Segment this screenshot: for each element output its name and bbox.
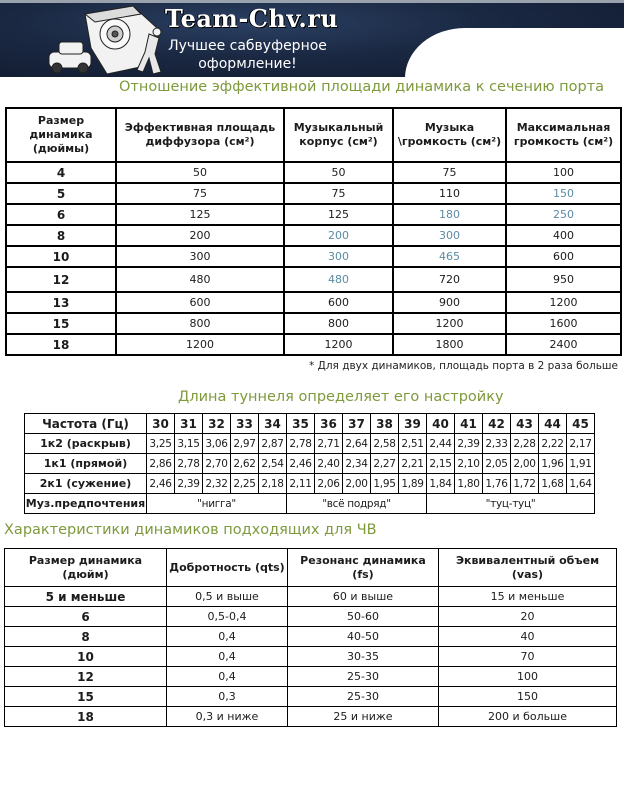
row-header-cell: 12: [5, 667, 167, 687]
table-cell: 2,11: [287, 474, 315, 494]
frequency-header: 30: [147, 414, 175, 434]
table-row: [5, 627, 617, 647]
table-cell: 2,22: [539, 434, 567, 454]
table-cell: 2,58: [371, 434, 399, 454]
table-cell: 40-50: [288, 627, 439, 647]
table-cell: 0,4: [167, 627, 288, 647]
tunnel-table-title: Длина туннеля определяет его настройку: [178, 389, 504, 405]
table-row: [25, 474, 595, 494]
table-cell: 300: [284, 246, 393, 267]
column-header: Добротность (qts): [167, 549, 288, 587]
table-cell: 2,71: [315, 434, 343, 454]
table-cell: 2,25: [231, 474, 259, 494]
table-cell: 2,06: [315, 474, 343, 494]
table-cell: 150: [506, 183, 621, 204]
table-cell: 2,46: [147, 474, 175, 494]
table-cell: 3,15: [175, 434, 203, 454]
table-cell: 1,96: [539, 454, 567, 474]
table-cell: 25-30: [288, 667, 439, 687]
frequency-header: 37: [343, 414, 371, 434]
table-cell: 1,64: [567, 474, 595, 494]
frequency-header: 45: [567, 414, 595, 434]
table-cell: 0,3 и ниже: [167, 707, 288, 727]
table-row: [5, 587, 617, 607]
table-cell: 1800: [393, 334, 506, 355]
slogan-line-2: оформление!: [198, 56, 297, 72]
column-header: Размер динамика (дюймы): [6, 108, 116, 162]
table-cell: 70: [439, 647, 617, 667]
table-row: [25, 434, 595, 454]
row-header-cell: Частота (Гц): [25, 414, 147, 434]
port-table-title: Отношение эффективной площади динамика к сечению порта: [119, 79, 605, 95]
table-cell: 2,17: [567, 434, 595, 454]
table-cell: 400: [506, 225, 621, 246]
table-cell: 2,27: [371, 454, 399, 474]
table-row: [6, 162, 621, 183]
row-header-cell: 8: [5, 627, 167, 647]
row-header-cell: 10: [6, 246, 116, 267]
frequency-header: 44: [539, 414, 567, 434]
table-cell: 800: [284, 313, 393, 334]
frequency-header: 39: [399, 414, 427, 434]
table-cell: 2,87: [259, 434, 287, 454]
table-cell: 480: [116, 267, 284, 292]
table-cell: 2,34: [343, 454, 371, 474]
table-cell: 1,95: [371, 474, 399, 494]
row-header-cell: 15: [5, 687, 167, 707]
frequency-header: 34: [259, 414, 287, 434]
table-cell: 30-35: [288, 647, 439, 667]
row-header-cell: 18: [6, 334, 116, 355]
row-header-cell: 1к2 (раскрыв): [25, 434, 147, 454]
table-cell: 50: [284, 162, 393, 183]
table-cell: 480: [284, 267, 393, 292]
table-cell: 2,28: [511, 434, 539, 454]
table-cell: 1,89: [399, 474, 427, 494]
table-cell: 150: [439, 687, 617, 707]
site-banner: [0, 0, 624, 77]
row-header-cell: 15: [6, 313, 116, 334]
table-cell: 2,51: [399, 434, 427, 454]
table-cell: 200: [116, 225, 284, 246]
table-cell: 1200: [116, 334, 284, 355]
column-header: Эквивалентный объем (vas): [439, 549, 617, 587]
table-row: [6, 313, 621, 334]
table-cell: 2,05: [483, 454, 511, 474]
table-cell: 2,39: [175, 474, 203, 494]
table-cell: 1,68: [539, 474, 567, 494]
table-cell: 1200: [393, 313, 506, 334]
table-cell: 2,39: [455, 434, 483, 454]
table-cell: 1,72: [511, 474, 539, 494]
table-cell: 2,54: [259, 454, 287, 474]
table-cell: 125: [284, 204, 393, 225]
table-cell: 200 и больше: [439, 707, 617, 727]
table-row: [6, 334, 621, 355]
table-cell: 2,00: [343, 474, 371, 494]
row-header-cell: 18: [5, 707, 167, 727]
table-header-row: [5, 549, 617, 587]
brand-logo-text: Team-Chv.ru: [165, 4, 339, 33]
table-row: [5, 707, 617, 727]
table-cell: 2400: [506, 334, 621, 355]
table-cell: 1,76: [483, 474, 511, 494]
footnote: * Для двух динамиков, площадь порта в 2 раза больше: [309, 360, 618, 372]
row-header-cell: 12: [6, 267, 116, 292]
frequency-header: 33: [231, 414, 259, 434]
table-cell: 75: [116, 183, 284, 204]
preference-cell: "всё подряд": [287, 494, 427, 514]
table-cell: 900: [393, 292, 506, 313]
table-cell: 1600: [506, 313, 621, 334]
table-cell: 3,06: [203, 434, 231, 454]
table-cell: 40: [439, 627, 617, 647]
table-cell: 300: [116, 246, 284, 267]
table-cell: 25-30: [288, 687, 439, 707]
table-cell: 75: [284, 183, 393, 204]
table-cell: 110: [393, 183, 506, 204]
row-header-cell: 2к1 (сужение): [25, 474, 147, 494]
table-cell: 2,86: [147, 454, 175, 474]
table-cell: 100: [506, 162, 621, 183]
table-cell: 2,78: [175, 454, 203, 474]
row-header-cell: 5: [6, 183, 116, 204]
frequency-header: 38: [371, 414, 399, 434]
subwoofer-logo-icon: [45, 4, 170, 76]
table-row: [5, 647, 617, 667]
table-cell: 2,44: [427, 434, 455, 454]
table-cell: 2,15: [427, 454, 455, 474]
table-row: [5, 687, 617, 707]
frequency-header: 32: [203, 414, 231, 434]
table-cell: 2,62: [231, 454, 259, 474]
table-cell: 2,00: [511, 454, 539, 474]
table-cell: 0,3: [167, 687, 288, 707]
frequency-header: 43: [511, 414, 539, 434]
frequency-header-row: [25, 414, 595, 434]
table-cell: 20: [439, 607, 617, 627]
table-cell: 600: [506, 246, 621, 267]
table-cell: 100: [439, 667, 617, 687]
slogan: [160, 37, 335, 73]
table-cell: 0,4: [167, 647, 288, 667]
column-header: Размер динамика (дюйм): [5, 549, 167, 587]
table-cell: 2,10: [455, 454, 483, 474]
table-cell: 600: [116, 292, 284, 313]
table-cell: 1,84: [427, 474, 455, 494]
frequency-header: 42: [483, 414, 511, 434]
table-cell: 75: [393, 162, 506, 183]
port-area-table: [5, 107, 622, 356]
row-header-cell: 10: [5, 647, 167, 667]
table-cell: 300: [393, 225, 506, 246]
slogan-line-1: Лучшее сабвуферное: [168, 38, 327, 54]
music-preference-row: [25, 494, 595, 514]
table-row: [6, 267, 621, 292]
column-header: Эффективная площадь диффузора (см²): [116, 108, 284, 162]
table-cell: 2,64: [343, 434, 371, 454]
table-cell: 2,33: [483, 434, 511, 454]
table-cell: 600: [284, 292, 393, 313]
table-cell: 60 и выше: [288, 587, 439, 607]
table-cell: 0,5-0,4: [167, 607, 288, 627]
preference-cell: "туц-туц": [427, 494, 595, 514]
table-row: [5, 667, 617, 687]
table-header-row: [6, 108, 621, 162]
table-cell: 180: [393, 204, 506, 225]
row-header-cell: 6: [6, 204, 116, 225]
row-header-cell: 13: [6, 292, 116, 313]
table-cell: 50: [116, 162, 284, 183]
row-header-cell: 6: [5, 607, 167, 627]
row-header-cell: Муз.предпочтения: [25, 494, 147, 514]
table-cell: 1,80: [455, 474, 483, 494]
banner-top-border: [0, 0, 624, 3]
table-cell: 0,5 и выше: [167, 587, 288, 607]
table-cell: 2,70: [203, 454, 231, 474]
tunnel-length-table: [24, 413, 595, 514]
banner-curve-decoration: [405, 28, 624, 77]
table-cell: 0,4: [167, 667, 288, 687]
table-cell: 3,25: [147, 434, 175, 454]
table-cell: 2,46: [287, 454, 315, 474]
table-cell: 465: [393, 246, 506, 267]
preference-cell: "нигга": [147, 494, 287, 514]
column-header: Резонанс динамика (fs): [288, 549, 439, 587]
table-row: [6, 183, 621, 204]
table-cell: 1,91: [567, 454, 595, 474]
column-header: Музыкальный корпус (см²): [284, 108, 393, 162]
row-header-cell: 4: [6, 162, 116, 183]
speaker-table-title: Характеристики динамиков подходящих для ЧВ: [4, 522, 377, 538]
table-cell: 25 и ниже: [288, 707, 439, 727]
row-header-cell: 1к1 (прямой): [25, 454, 147, 474]
table-cell: 720: [393, 267, 506, 292]
table-row: [6, 225, 621, 246]
frequency-header: 40: [427, 414, 455, 434]
frequency-header: 31: [175, 414, 203, 434]
frequency-header: 36: [315, 414, 343, 434]
frequency-header: 35: [287, 414, 315, 434]
table-cell: 125: [116, 204, 284, 225]
speaker-characteristics-table: [4, 548, 617, 727]
table-row: [6, 204, 621, 225]
table-cell: 2,32: [203, 474, 231, 494]
table-cell: 50-60: [288, 607, 439, 627]
row-header-cell: 8: [6, 225, 116, 246]
table-cell: 250: [506, 204, 621, 225]
table-row: [25, 454, 595, 474]
table-cell: 2,18: [259, 474, 287, 494]
table-cell: 2,97: [231, 434, 259, 454]
table-row: [6, 292, 621, 313]
column-header: Максимальная громкость (см²): [506, 108, 621, 162]
row-header-cell: 5 и меньше: [5, 587, 167, 607]
table-row: [6, 246, 621, 267]
table-cell: 800: [116, 313, 284, 334]
table-cell: 200: [284, 225, 393, 246]
column-header: Музыка \громкость (см²): [393, 108, 506, 162]
table-cell: 2,21: [399, 454, 427, 474]
table-cell: 1200: [284, 334, 393, 355]
table-cell: 2,78: [287, 434, 315, 454]
table-cell: 950: [506, 267, 621, 292]
table-row: [5, 607, 617, 627]
table-cell: 2,40: [315, 454, 343, 474]
table-cell: 15 и меньше: [439, 587, 617, 607]
frequency-header: 41: [455, 414, 483, 434]
table-cell: 1200: [506, 292, 621, 313]
